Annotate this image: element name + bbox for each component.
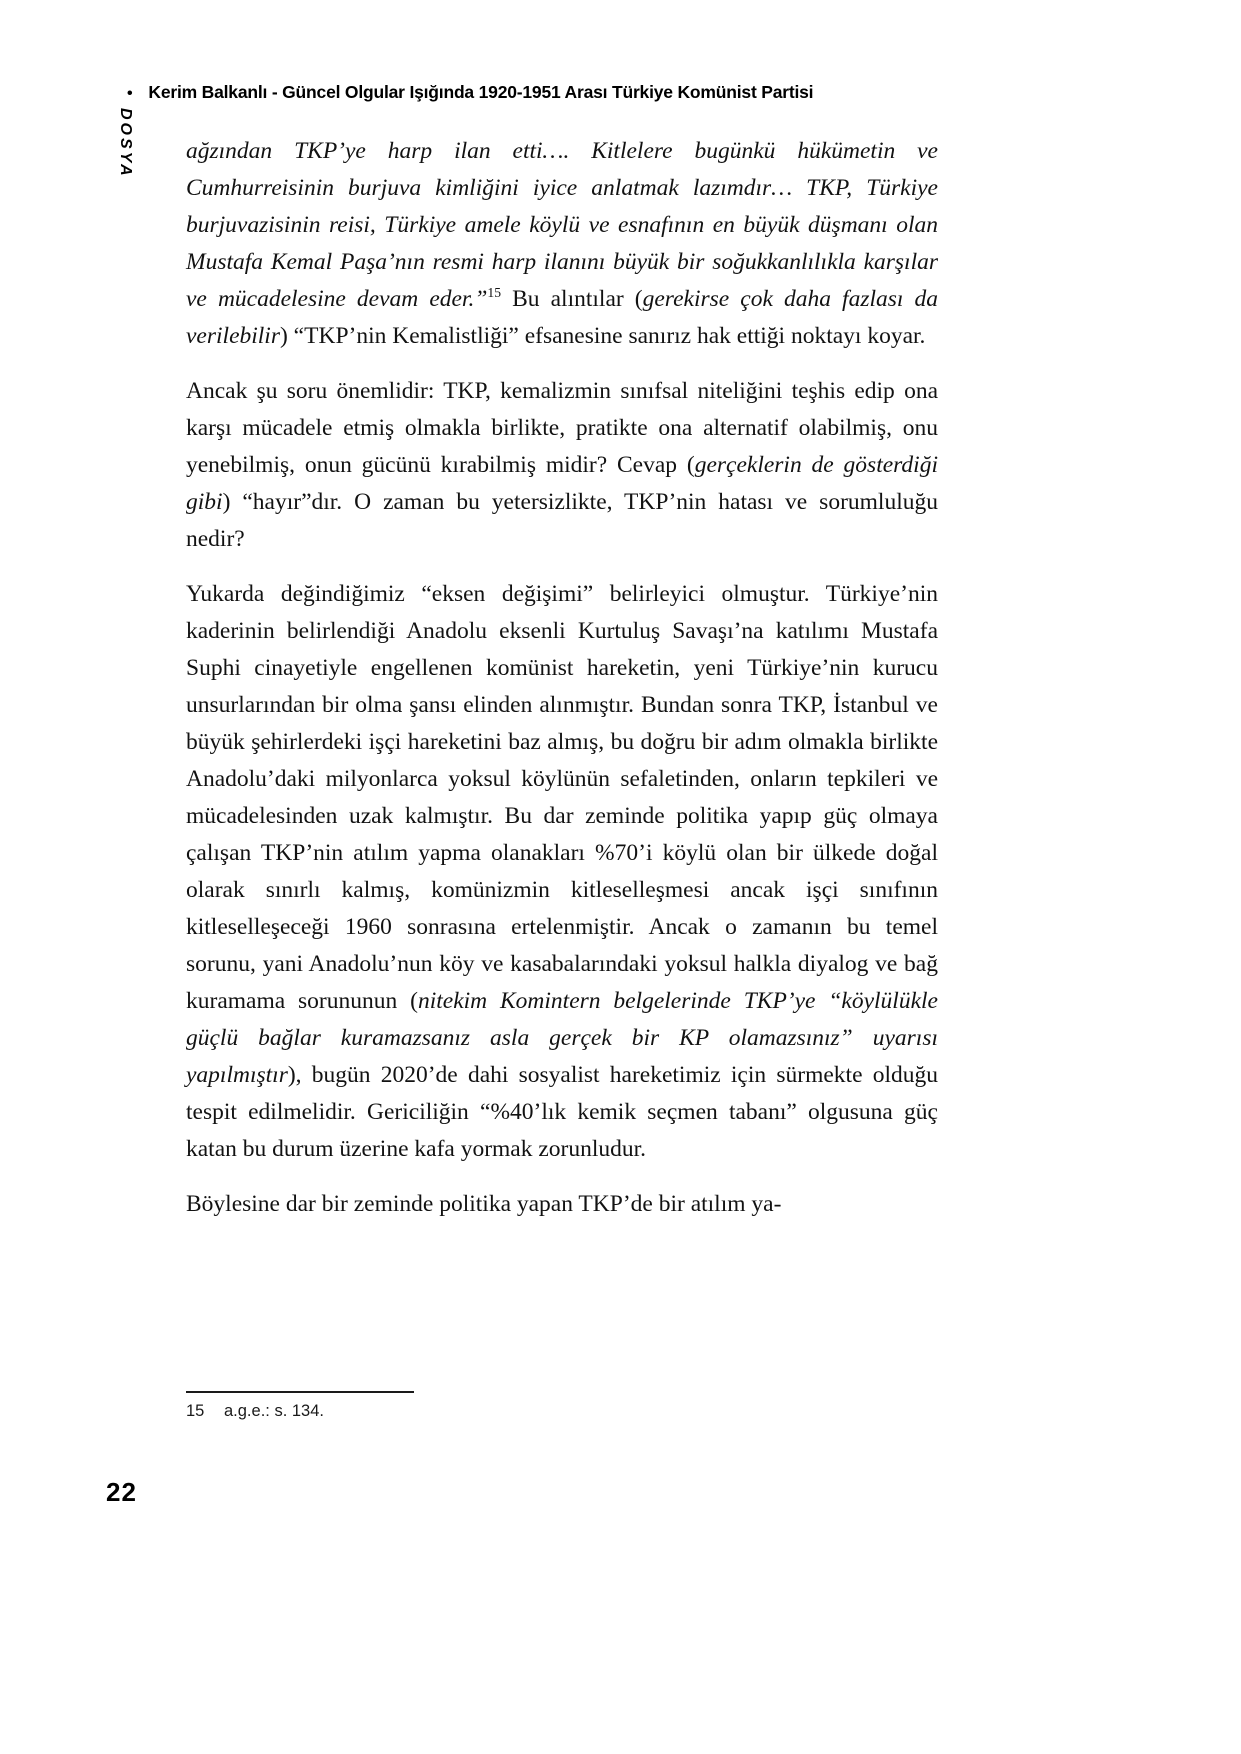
footnote-reference: 15	[487, 285, 502, 301]
running-header	[127, 82, 987, 103]
section-label-dosya: DOSYA	[117, 108, 134, 179]
paragraph	[186, 373, 938, 558]
footnote-divider	[186, 1391, 414, 1393]
footnote	[186, 1402, 938, 1421]
page-number: 22	[106, 1477, 137, 1507]
quoted-italic-text: ağzından TKP’ye harp ilan etti…. Kitlelere bugünkü hükümetin ve Cumhurreisinin burjuva kimliğini iyice anlatmak lazımdır… TKP, Türkiye burjuvazisinin reisi, Türkiye amele köylü ve esnafının en büyük düşmanı olan Mustafa Kemal Paşa’nın resmi harp ilanını büyük bir soğukkanlılıkla karşılar ve mücadelesine devam eder.”	[186, 138, 938, 312]
body-run: Yukarda değindiğimiz “eksen değişimi” belirleyici olmuştur. Türkiye’nin kaderinin belirlendiği Anadolu eksenli Kurtuluş Savaşı’na katılımı Mustafa Suphi cinayetiyle engellenen komünist hareketin, yeni Türkiye’nin kurucu unsurlarından bir olma şansı elinden alınmıştır. Bundan sonra TKP, İstanbul ve büyük şehirlerdeki işçi hareketini baz almış, bu doğru bir adım olmakla birlikte Anadolu’daki milyonlarca yoksul köylünün sefaletinden, onların tepkileri ve mücadelesinden uzak kalmıştır. Bu dar zeminde politika yapıp güç olmaya çalışan TKP’nin atılım yapma olanakları %70’i köylü olan bir ülkede doğal olarak sınırlı kalmış, komünizmin kitleselleşmesi ancak işçi sınıfının kitleselleşeceği 1960 sonrasına ertelenmiştir. Ancak o zamanın bu temel sorunu, yani Anadolu’nun köy ve kasabalarındaki yoksul halkla diyalog ve bağ kuramama sorununun (	[186, 581, 938, 1014]
quoted-italic-text: gerçeklerin de gösterdiği gibi	[186, 452, 938, 515]
footnote-area	[186, 1391, 938, 1421]
footnote-text: a.g.e.: s. 134.	[224, 1402, 324, 1420]
paragraph	[186, 1186, 938, 1223]
paragraph	[186, 133, 938, 355]
header-separator: -	[267, 82, 283, 102]
body-run: Ancak şu soru önemlidir: TKP, kemalizmin sınıfsal niteliğini teşhis edip ona karşı mücadele etmiş olmakla birlikte, pratikte ona alternatif olabilmiş, onu yenebilmiş, onun gücünü kırabilmiş midir? Cevap (	[186, 378, 938, 478]
body-run: Bu alıntılar (	[501, 286, 643, 312]
body-run: ), bugün 2020’de dahi sosyalist hareketimiz için sürmekte olduğu tespit edilmelidir. Gericiliğin “%40’lık kemik seçmen tabanı” olgusuna güç katan bu durum üzerine kafa yormak zorunludur.	[186, 1062, 938, 1162]
body-run: ) “TKP’nin Kemalistliği” efsanesine sanırız hak ettiği noktayı koyar.	[279, 323, 926, 349]
paragraph	[186, 576, 938, 1168]
header-author: Kerim Balkanlı	[148, 82, 268, 102]
footnote-number: 15	[186, 1402, 205, 1420]
quoted-italic-text: gerekirse çok daha fazlası da verilebilir	[186, 286, 938, 349]
header-book-title: Güncel Olgular Işığında 1920-1951 Arası Türkiye Komünist Partisi	[282, 82, 814, 102]
header-bullet-icon: •	[127, 85, 133, 102]
body-run: ) “hayır”dır. O zaman bu yetersizlikte, TKP’nin hatası ve sorumluluğu nedir?	[186, 489, 938, 552]
quoted-italic-text: nitekim Komintern belgelerinde TKP’ye “köylülükle güçlü bağlar kuramazsanız asla gerçek bir KP olamazsınız” uyarısı yapılmıştır	[186, 988, 938, 1088]
body-run: Böylesine dar bir zeminde politika yapan TKP’de bir atılım ya-	[186, 1191, 782, 1217]
body-text	[186, 133, 938, 1241]
